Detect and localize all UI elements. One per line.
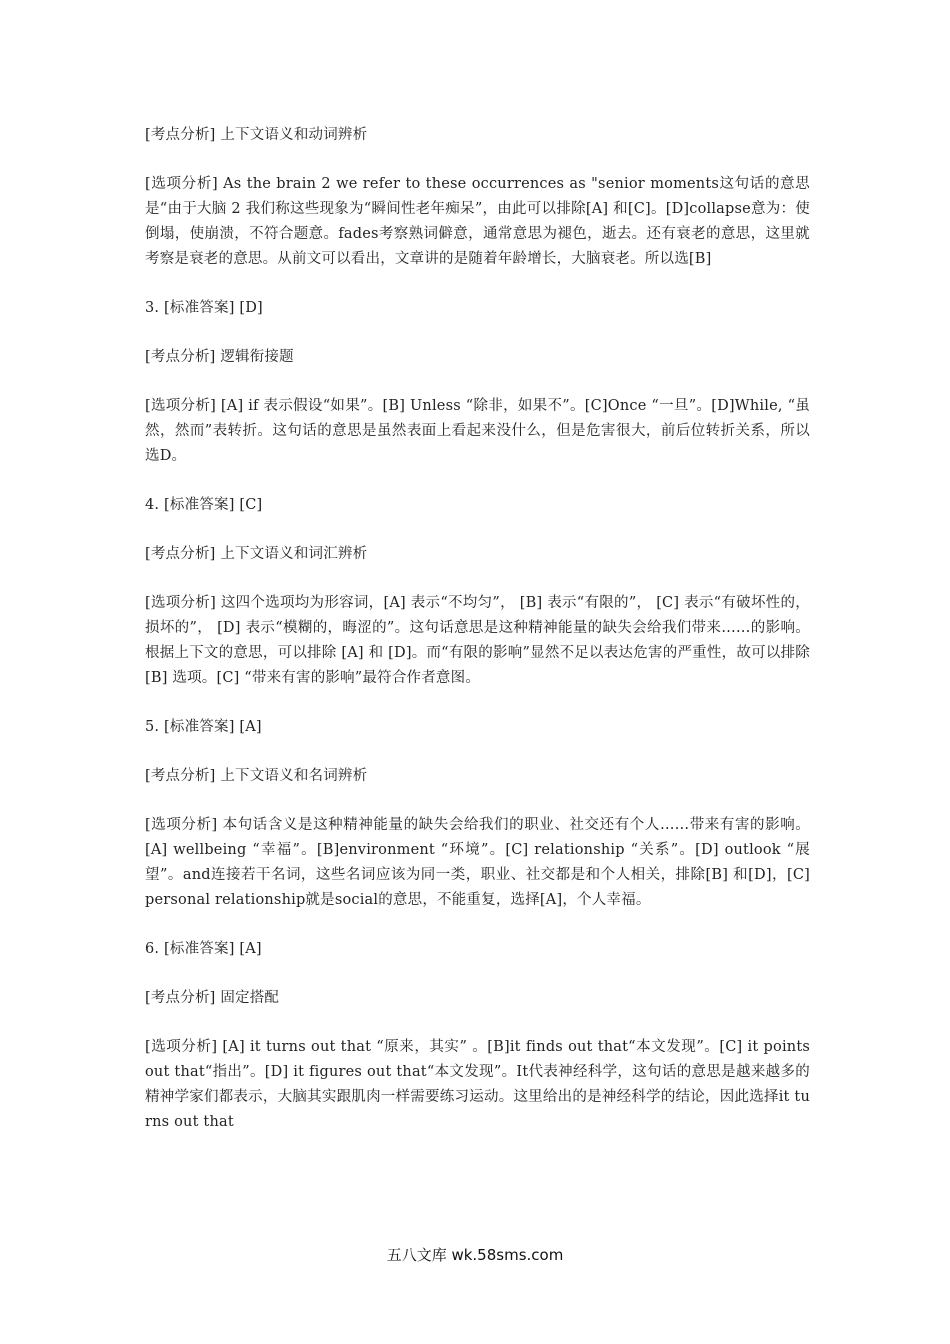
q3-option-analysis: [选项分析] [A] if 表示假设“如果”。[B] Unless “除非，如果不”。[C]Once “一旦”。[D]While, “虽然，然而”表转折。这句话的意思是虽然表面上看起来没什么，但是危害很大，前后位转折关系，所以选D。 — [145, 398, 810, 464]
q5-standard-answer: 5. [标准答案] [A] — [145, 719, 262, 735]
q4-point-analysis: [考点分析] 上下文语义和词汇辨析 — [145, 546, 368, 562]
q5-point-analysis: [考点分析] 上下文语义和名词辨析 — [145, 768, 368, 784]
q6-point-analysis: [考点分析] 固定搭配 — [145, 990, 280, 1006]
q2-option-analysis: [选项分析] As the brain 2 we refer to these occurrences as "senior moments这句话的意思是“由于大脑 2 我们称这些现象为“瞬间性老年痴呆”，由此可以排除[A] 和[C]。[D]collapse意为：使倒塌，使崩溃，不符合题意。fades考察熟词僻意，通常意思为褪色，逝去。还有衰老的意思，这里就考察是衰老的意思。从前文可以看出，文章讲的是随着年龄增长，大脑衰老。所以选[B] — [145, 176, 810, 267]
q4-standard-answer: 4. [标准答案] [C] — [145, 497, 263, 513]
q3-standard-answer: 3. [标准答案] [D] — [145, 300, 263, 316]
q2-point-analysis: [考点分析] 上下文语义和动词辨析 — [145, 127, 368, 143]
q5-option-analysis: [选项分析] 本句话含义是这种精神能量的缺失会给我们的职业、社交还有个人……带来有害的影响。[A] wellbeing “幸福”。[B]environment “环境”。[C] relationship “关系”。[D] outlook “展望”。and连接若干名词，这些名词应该为同一类，职业、社交都是和个人相关，排除[B] 和[D]，[C] personal relationship就是social的意思，不能重复，选择[A]，个人幸福。 — [145, 817, 810, 908]
footer-watermark-text: 五八文库 wk.58sms.com — [386, 1246, 564, 1264]
q6-option-analysis: [选项分析] [A] it turns out that “原来，其实” 。[B]it finds out that“本文发现”。[C] it points out that“指出”。[D] it figures out that“本文发现”。It代表神经科学，这句话的意思是越来越多的精神学家们都表示，大脑其实跟肌肉一样需要练习运动。这里给出的是神经科学的结论，因此选择it turns out that — [145, 1039, 810, 1130]
q3-point-analysis: [考点分析] 逻辑衔接题 — [145, 349, 294, 365]
answer-analysis-body — [145, 123, 810, 1159]
q4-option-analysis: [选项分析] 这四个选项均为形容词，[A] 表示“不均匀”， [B] 表示“有限的”， [C] 表示“有破坏性的，损坏的”， [D] 表示“模糊的，晦涩的”。这句话意思是这种精神能量的缺失会给我们带来……的影响。根据上下文的意思，可以排除 [A] 和 [D]。而“有限的影响”显然不足以表达危害的严重性，故可以排除[B] 选项。[C] “带来有害的影响”最符合作者意图。 — [145, 595, 810, 686]
q6-standard-answer: 6. [标准答案] [A] — [145, 941, 262, 957]
